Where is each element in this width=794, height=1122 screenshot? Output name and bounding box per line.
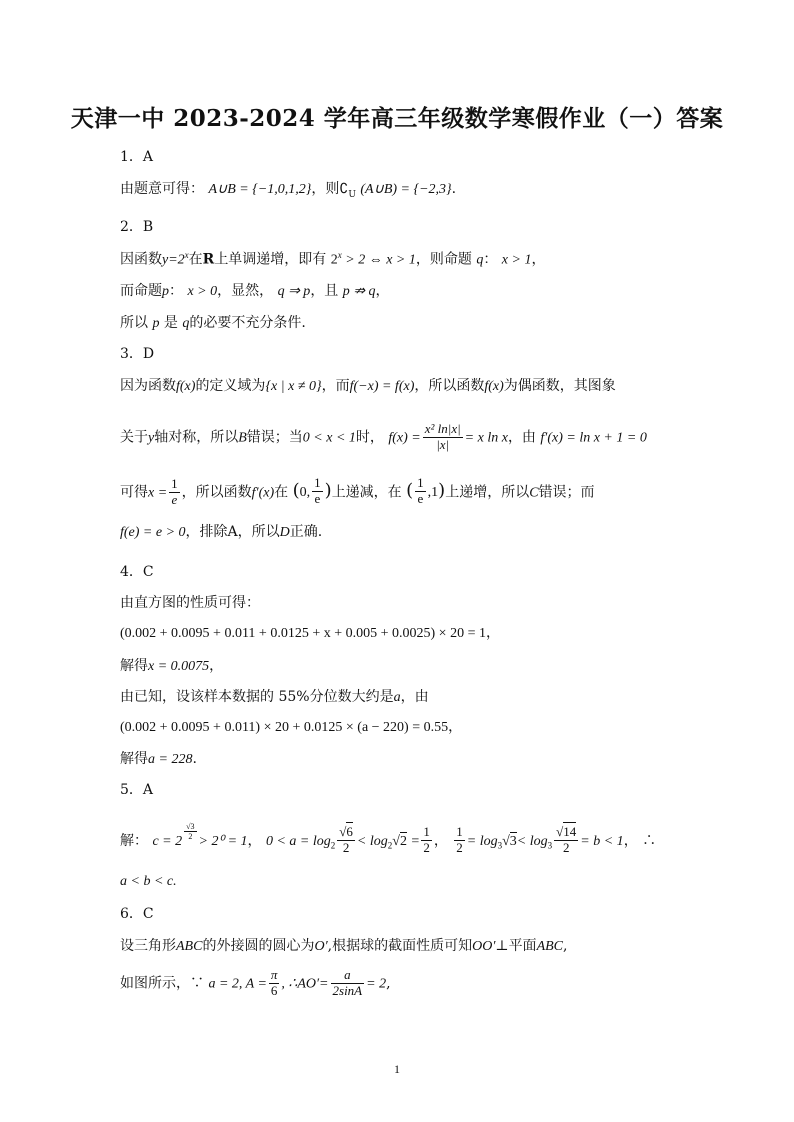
q3-x-eq: x =: [148, 485, 168, 501]
q6-line1: [120, 938, 567, 956]
q2-text-c: 上单调递增，即有: [214, 251, 327, 268]
q3-l3-text-e: 上递增，所以: [445, 484, 530, 501]
q3-fraction: [423, 422, 463, 453]
q3-fprime: f′(x): [251, 485, 275, 501]
q1-universe: U: [348, 189, 356, 200]
q2-l2-text-c: ，显然，: [217, 283, 274, 299]
q2-l3-text-a: 所以: [120, 315, 148, 331]
q5-half: [421, 825, 432, 856]
q6-law-of-sines: [331, 968, 365, 999]
q3-interval2-start: [415, 476, 426, 507]
q2-implication: q ⇒ p: [277, 284, 311, 299]
q4-l3-text-a: 解得: [120, 658, 148, 674]
q1-union-set: A∪B = {−1,0,1,2}: [208, 182, 312, 197]
q5-lt-log-2: < log: [516, 833, 548, 849]
page-number: 1: [394, 1062, 400, 1076]
q5-exp-den: 2: [188, 832, 193, 842]
q2-line2: [120, 283, 390, 301]
q2-line3: [120, 315, 306, 333]
q4-line2: (0.002 + 0.0095 + 0.011 + 0.0125 + x + 0.005 + 0.0025) × 20 = 1，: [120, 626, 500, 641]
q3-interval2-den: e: [417, 490, 424, 506]
q3-l2-text-d: 时，: [355, 429, 384, 446]
q2-text-b: 在: [188, 251, 203, 268]
q2-heading: 2．B: [120, 219, 154, 235]
q2-comma: ，: [531, 251, 546, 268]
q2-cond-q: x > 1: [501, 252, 532, 268]
q3-fx: f(x) =: [388, 430, 421, 446]
q2-cond-p: x > 0: [187, 284, 218, 299]
q3-l3-text-b: ，所以函数: [181, 484, 252, 501]
q5-heading: 5．A: [120, 782, 154, 798]
q3-interval2: ( $\frac{1}{e}$ ,1): [406, 475, 446, 506]
q2-l3-p: p: [152, 316, 160, 331]
q4-line4: [120, 689, 429, 707]
q6-l2-text-a: 如图所示，: [120, 975, 190, 992]
q4-line6: [120, 751, 197, 769]
q3-fraction-numerator: x² ln|x|: [424, 421, 461, 436]
q2-line1: [120, 250, 545, 269]
q4-l4-text-a: 由已知，设该样本数据的 55%分位数大约是: [120, 689, 394, 705]
q2-prop-q: q: [476, 252, 484, 268]
q5-comma-1: ，: [247, 832, 262, 849]
q3-interval1-end: [312, 476, 323, 507]
q3-interval1: (0, $\frac{1}{e}$ ): [292, 475, 332, 506]
q3-simplified: = x ln x: [464, 430, 508, 446]
q6-line2: [120, 968, 391, 999]
q6-givens: a = 2, A =: [208, 976, 267, 992]
q5-c-base: c = 2: [152, 833, 183, 849]
q5-half-2: [454, 825, 465, 856]
q4-l3-comma: ，: [209, 658, 224, 674]
q1-line1: [120, 181, 456, 201]
q5-b-frac-num: √14: [556, 824, 577, 840]
q5-b-frac-den: 2: [562, 840, 570, 856]
q6-text-d: 平面: [508, 938, 537, 954]
q6-ao-expr: , ∴AO′=: [281, 976, 329, 992]
q6-segment: OO′: [472, 939, 496, 954]
q2-l2-colon: ：: [169, 283, 183, 299]
q3-text-e: 为偶函数，其图象: [503, 378, 616, 394]
q1-text: 由题意可得：: [120, 181, 204, 197]
q3-line1: [120, 378, 616, 396]
q3-l2-text-e: ，由: [507, 429, 536, 446]
q3-text-d: ，所以函数: [414, 378, 485, 394]
q5-log-base-2b: 2: [387, 840, 393, 851]
q4-line3: [120, 658, 223, 676]
q3-l3-text-d: 上递减，在: [331, 484, 402, 501]
q6-l2-comma: ,: [386, 975, 391, 992]
q3-interval1-start: 0,: [299, 485, 311, 501]
q1-end: .: [451, 181, 457, 197]
q3-text-c: ，而: [321, 378, 350, 394]
q6-text-c: ,根据球的截面性质可知: [327, 938, 473, 954]
q3-fraction-denominator: |x|: [436, 436, 450, 452]
q6-perp: ⊥: [495, 938, 509, 954]
q5-radicand-2: 2: [399, 833, 407, 849]
q5-half2-den: 2: [456, 840, 463, 856]
q2-non-implication: p ⇏ q: [342, 284, 376, 299]
q5-half-num: 1: [423, 824, 430, 840]
q3-l2-text-b: 轴对称，所以: [154, 429, 239, 446]
q3-l3-text-a: 可得: [120, 484, 148, 501]
q3-even-condition: f(−x) = f(x): [349, 379, 415, 394]
q2-prop-p: p: [162, 284, 169, 299]
q2-expr-base: 2: [330, 252, 338, 268]
q6-frac-den: 2sinA: [332, 982, 363, 998]
q2-equivalence: > 2 ⇔ x > 1: [341, 252, 416, 268]
q5-c-compare: > 2⁰ = 1: [198, 833, 248, 849]
q3-l2-text-c: 错误；当: [246, 429, 303, 446]
q6-six: 6: [270, 982, 278, 998]
q6-heading: 6．C: [120, 906, 154, 922]
q5-comma-2: ，: [433, 832, 448, 849]
q5-half2-num: 1: [456, 824, 463, 840]
q5-log-base-3b: 3: [547, 840, 553, 851]
q3-option-c: C: [529, 485, 539, 501]
q3-line3: [120, 476, 595, 508]
q4-var-a: a: [393, 690, 401, 705]
q4-x-value: x = 0.0075: [148, 659, 210, 674]
q4-a-value: a = 228: [148, 752, 193, 767]
q3-function: f(x): [176, 379, 196, 394]
q3-heading: 3．D: [120, 346, 155, 362]
q1-complement-symbol: ∁: [339, 181, 349, 197]
q2-l2-text-d: ，且: [310, 283, 339, 299]
q6-angle: [269, 968, 280, 999]
q3-one-over-e: [169, 477, 180, 508]
q2-function: y=2: [162, 252, 185, 268]
q3-l4-text-a: ，排除A，所以: [185, 524, 280, 540]
q4-line1: 由直方图的性质可得：: [120, 595, 260, 611]
q5-half-den: 2: [423, 840, 430, 856]
q4-heading: 4．C: [120, 564, 154, 580]
q6-text-e: ,: [563, 938, 568, 954]
q2-text-a: 因函数: [120, 251, 162, 268]
q2-l3-q: q: [182, 316, 190, 331]
q5-exp-num: √3: [186, 822, 195, 831]
q6-plane: ABC: [536, 939, 564, 954]
q5-a-fraction: [337, 825, 355, 856]
q3-domain: {x | x ≠ 0}: [265, 379, 322, 394]
q5-line2: a < b < c.: [120, 874, 177, 889]
q3-l3-text-c: 在: [274, 484, 289, 501]
q2-reals: R: [202, 251, 215, 268]
q2-expr-exponent: x: [337, 250, 342, 260]
q3-e: e: [171, 491, 178, 507]
q2-l3-text-c: 的必要不充分条件.: [189, 315, 306, 331]
q3-option-d: D: [279, 525, 290, 540]
q6-frac-num: a: [331, 968, 365, 984]
q3-interval1-den: e: [314, 490, 321, 506]
q1-heading: 1．A: [120, 149, 154, 165]
q5-equals: =: [411, 833, 420, 849]
q6-circumcenter: O′: [314, 939, 328, 954]
q4-l6-end: .: [192, 751, 197, 767]
q3-function-2: f(x): [484, 379, 504, 394]
q3-line4: [120, 524, 322, 542]
q6-result: = 2: [366, 976, 387, 992]
q3-l2-text-a: 关于: [120, 429, 148, 446]
q1-text-mid: ，则: [311, 181, 340, 197]
q3-interval1-num: 1: [314, 475, 321, 490]
q5-therefore: ∴: [642, 832, 657, 849]
q3-fe: f(e) = e > 0: [120, 525, 186, 540]
q6-triangle: ABC: [176, 939, 203, 954]
q3-l4-text-b: 正确.: [289, 524, 323, 540]
q2-l2-text-a: 而命题: [120, 283, 162, 299]
q6-text-a: 设三角形: [120, 938, 176, 954]
q3-l3-text-f: 错误；而: [538, 484, 595, 501]
q5-comma-3: ，: [623, 832, 638, 849]
q5-a-log: 0 < a = log: [265, 833, 331, 849]
q3-y-axis: y: [148, 430, 155, 446]
q5-eq-log: = log: [466, 833, 498, 849]
q5-radicand-6: 6: [346, 824, 353, 840]
q6-because: ∵: [190, 975, 204, 992]
q5-solution-label: 解：: [120, 832, 148, 849]
document-title: 天津一中 2023-2024 学年高三年级数学寒假作业（一）答案: [70, 105, 724, 132]
q3-derivative: f′(x) = ln x + 1 = 0: [540, 430, 647, 446]
q5-a-frac-den: 2: [342, 840, 350, 856]
q4-l6-text-a: 解得: [120, 751, 148, 767]
q4-l4-text-b: ，由: [400, 689, 429, 705]
q2-colon: ：: [483, 251, 498, 268]
q3-line2: [120, 422, 647, 453]
q5-a-frac-num: √6: [339, 824, 353, 840]
q2-l2-comma: ，: [375, 283, 390, 299]
q3-range: 0 < x < 1: [302, 430, 356, 446]
q1-complement-set: (A∪B) = {−2,3}: [360, 182, 452, 197]
q3-option-b: B: [238, 430, 247, 446]
q2-l3-text-b: 是: [163, 315, 178, 331]
q5-log-base-3: 3: [497, 840, 503, 851]
q5-line1: [120, 822, 656, 856]
q5-c-exponent: [184, 822, 196, 841]
q3-interval2-num: 1: [417, 475, 424, 490]
q5-b-fraction: [554, 825, 578, 856]
q4-line5: (0.002 + 0.0095 + 0.011) × 20 + 0.0125 × (a − 220) = 0.55，: [120, 720, 463, 735]
q5-sqrt3: √3: [502, 833, 517, 849]
q5-lt-log: < log: [356, 833, 388, 849]
q5-radicand-14: 14: [563, 824, 577, 840]
q6-pi: π: [270, 967, 278, 982]
q3-interval2-end: ,1: [427, 485, 439, 501]
q6-text-b: 的外接圆的圆心为: [202, 938, 315, 954]
q5-sqrt2: √2: [392, 833, 407, 849]
q2-exponent: x: [184, 250, 189, 260]
q5-a-log-base: 2: [330, 840, 336, 851]
q2-text-d: ，则命题: [415, 251, 472, 268]
q5-radicand-3: 3: [509, 833, 517, 849]
q5-b-compare: = b < 1: [580, 833, 624, 849]
q3-text-b: 的定义域为: [195, 378, 266, 394]
q3-one: 1: [171, 476, 178, 491]
q3-text-a: 因为函数: [120, 378, 176, 394]
